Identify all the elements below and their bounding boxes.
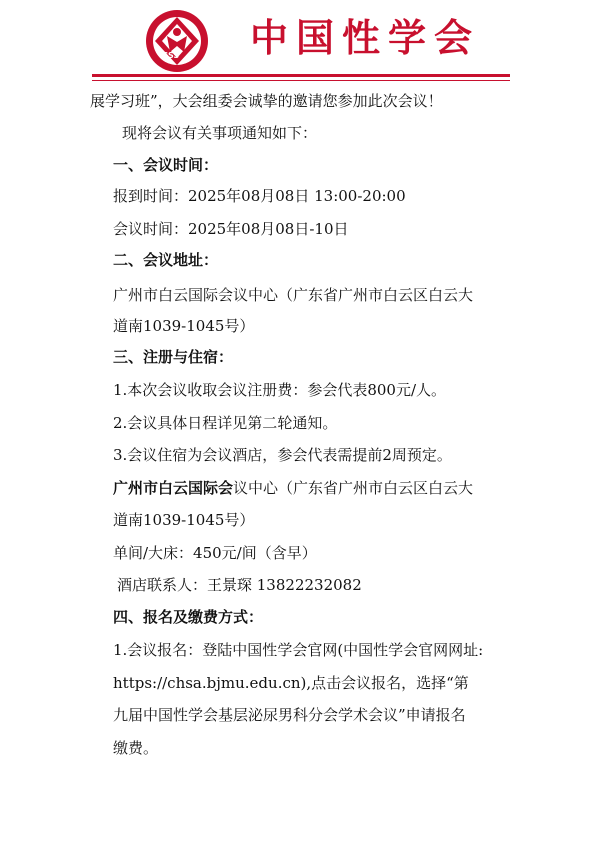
registration-item-1: 1.本次会议收取会议注册费：参会代表800元/人。: [113, 381, 446, 399]
hotel-address-line2: 道南1039-1045号）: [113, 511, 255, 529]
section-heading-venue: 二、会议地址：: [113, 251, 219, 269]
room-rate-text: 单间/大床：450元/间（含早）: [113, 544, 317, 562]
registration-item-3: 3.会议住宿为会议酒店，参会代表需提前2周预定。: [113, 446, 452, 464]
section-heading-signup: 四、报名及缴费方式：: [113, 608, 264, 626]
meeting-time-text: 会议时间：2025年08月08日-10日: [113, 220, 349, 238]
section-heading-registration: 三、注册与住宿：: [113, 348, 234, 366]
header-rule: [92, 74, 510, 77]
hotel-name-rest: 议中心（广东省广州市白云区白云大: [233, 479, 474, 497]
signup-line2-url[interactable]: https://chsa.bjmu.edu.cn),点击会议报名，选择“第: [113, 674, 469, 692]
intro-tail-text: 展学习班”，大会组委会诚挚的邀请您参加此次会议！: [90, 92, 443, 110]
notice-text: 现将会议有关事项通知如下：: [122, 124, 318, 142]
hotel-name-line1: [113, 478, 473, 498]
signup-line1: 1.会议报名：登陆中国性学会官网(中国性学会官网网址:: [113, 641, 484, 659]
logo-lettering: CSS: [162, 51, 180, 60]
venue-address-line1: 广州市白云国际会议中心（广东省广州市白云区白云大: [113, 286, 474, 304]
signup-line4: 缴费。: [113, 739, 159, 757]
venue-address-line2: 道南1039-1045号）: [113, 317, 255, 335]
section-heading-time: 一、会议时间：: [113, 156, 219, 174]
registration-item-2: 2.会议具体日程详见第二轮通知。: [113, 414, 338, 432]
society-logo-icon: [144, 8, 210, 74]
header-rule-thin: [92, 80, 510, 81]
hotel-name-bold: 广州市白云国际会: [113, 479, 234, 497]
signup-line3: 九届中国性学会基层泌尿男科分会学术会议”申请报名: [113, 706, 466, 724]
letterhead: [0, 0, 600, 88]
organization-title: 中国性学会: [250, 15, 481, 60]
report-time-text: 报到时间：2025年08月08日 13:00-20:00: [113, 187, 406, 205]
hotel-contact-text: 酒店联系人：王景琛 13822232082: [117, 576, 362, 594]
